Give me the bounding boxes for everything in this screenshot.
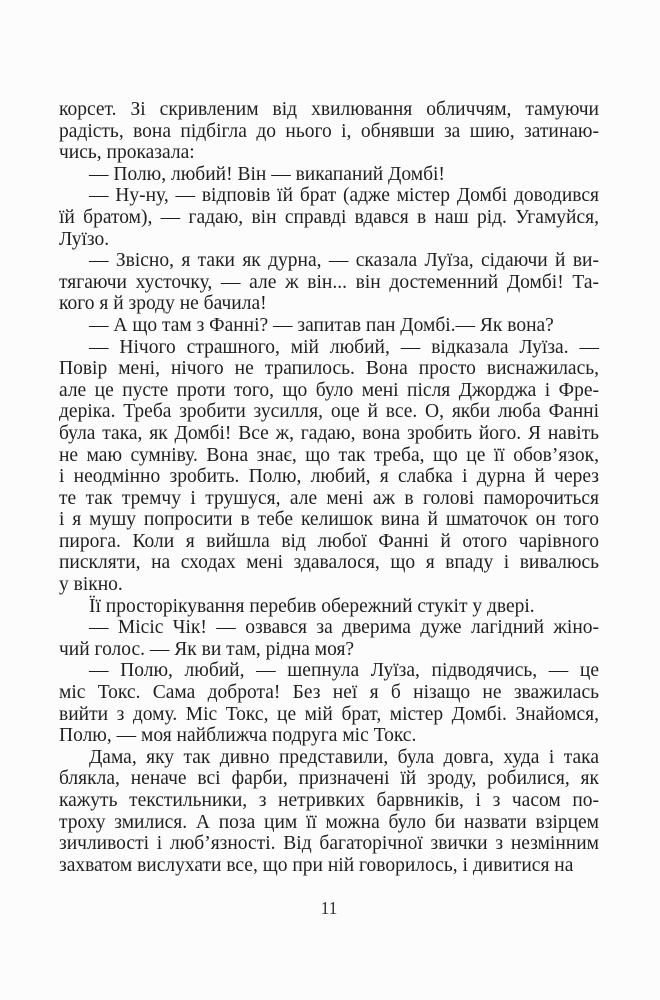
text-line: — Ну-ну, — відповів їй брат (адже містер Домбі доводився bbox=[89, 185, 599, 207]
paragraph bbox=[59, 617, 599, 660]
text-line: їй братом), — гадаю, він справді вдався в наш рід. Угамуйся, bbox=[59, 206, 599, 228]
text-line: те так тремчу і трушуся, але мені аж в голові паморочиться bbox=[59, 487, 599, 509]
text-line: міс Токс. Сама доброта! Без неї я б нізащо не зважилась bbox=[59, 682, 599, 704]
paragraph bbox=[59, 660, 599, 746]
paragraph bbox=[59, 337, 599, 596]
text-line: не маю сумніву. Вона знає, що так треба, що це її обов’язок, bbox=[59, 444, 599, 466]
paragraph bbox=[59, 164, 599, 186]
text-line: захватом вислухати все, що при ній говорилось, і дивитися на bbox=[59, 854, 574, 876]
text-line: — Нічого страшного, мій любий, — відказала Луїза. — bbox=[89, 336, 599, 358]
paragraph bbox=[59, 315, 599, 337]
text-line: тягаючи хусточку, — але ж він... він достеменний Домбі! Та- bbox=[59, 271, 599, 293]
paragraph bbox=[59, 596, 599, 618]
text-line: Повір мені, нічого не трапилось. Вона просто виснажилась, bbox=[59, 358, 599, 380]
text-line: — Місіс Чік! — озвався за дверима дуже лагідний жіно- bbox=[89, 617, 599, 639]
text-line: була така, як Домбі! Все ж, гадаю, вона зробить його. Я навіть bbox=[59, 422, 599, 444]
text-line: троху змилися. А поза цим її можна було би назвати взірцем bbox=[59, 811, 599, 833]
text-line: вийти з дому. Міс Токс, це мій брат, містер Домбі. Знайомся, bbox=[59, 703, 599, 725]
text-line: у вікно. bbox=[59, 574, 123, 596]
paragraph bbox=[59, 250, 599, 315]
text-line: зичливості і люб’язності. Від багаторічної звички з незмінним bbox=[59, 833, 599, 855]
text-line: радість, вона підбігла до нього і, обнявши за шию, затинаю- bbox=[59, 120, 599, 142]
text-line: Луїзо. bbox=[59, 228, 110, 250]
text-line: деріка. Треба зробити зусилля, оце й все. О, якби люба Фанні bbox=[59, 401, 599, 423]
text-line: і я мушу попросити в тебе келишок вина й шматочок он того bbox=[59, 509, 599, 531]
page-text bbox=[59, 99, 599, 876]
text-line: Її просторікування перебив обережний стукіт у двері. bbox=[89, 595, 535, 617]
text-line: — А що там з Фанні? — запитав пан Домбі.— Як вона? bbox=[89, 314, 554, 336]
text-line: але це пусте проти того, що було мені після Джорджа і Фре- bbox=[59, 379, 599, 401]
text-line: блякла, неначе всі фарби, призначені їй зроду, робилися, як bbox=[59, 768, 599, 790]
paragraph bbox=[59, 99, 599, 164]
text-line: Дама, яку так дивно представили, була довга, худа і така bbox=[89, 746, 599, 768]
text-line: Полю, — моя найближча подруга міс Токс. bbox=[59, 725, 417, 747]
text-line: — Полю, любий, — шепнула Луїза, підводячись, — це bbox=[89, 660, 599, 682]
paragraph bbox=[59, 185, 599, 250]
text-line: пирога. Коли я вийшла від любої Фанні й отого чарівного bbox=[59, 530, 599, 552]
text-line: — Полю, любий! Він — викапаний Домбі! bbox=[89, 163, 445, 185]
text-line: корсет. Зі скривленим від хвилювання обличчям, тамуючи bbox=[59, 99, 599, 120]
text-line: пискляти, на сходах мені здавалося, що я впаду і вивалюсь bbox=[59, 552, 599, 574]
text-line: чий голос. — Як ви там, рідна моя? bbox=[59, 638, 355, 660]
text-line: кого я й зроду не бачила! bbox=[59, 293, 267, 315]
text-line: чись, проказала: bbox=[59, 142, 195, 164]
text-line: — Звісно, я таки як дурна, — сказала Луїза, сідаючи й ви- bbox=[89, 250, 599, 272]
text-line: і неодмінно зробить. Полю, любий, я слабка і дурна й через bbox=[59, 466, 599, 488]
text-line: кажуть текстильники, з нетривких барвників, і з часом по- bbox=[59, 790, 599, 811]
page-number: 11 bbox=[320, 898, 338, 918]
paragraph bbox=[59, 747, 599, 877]
